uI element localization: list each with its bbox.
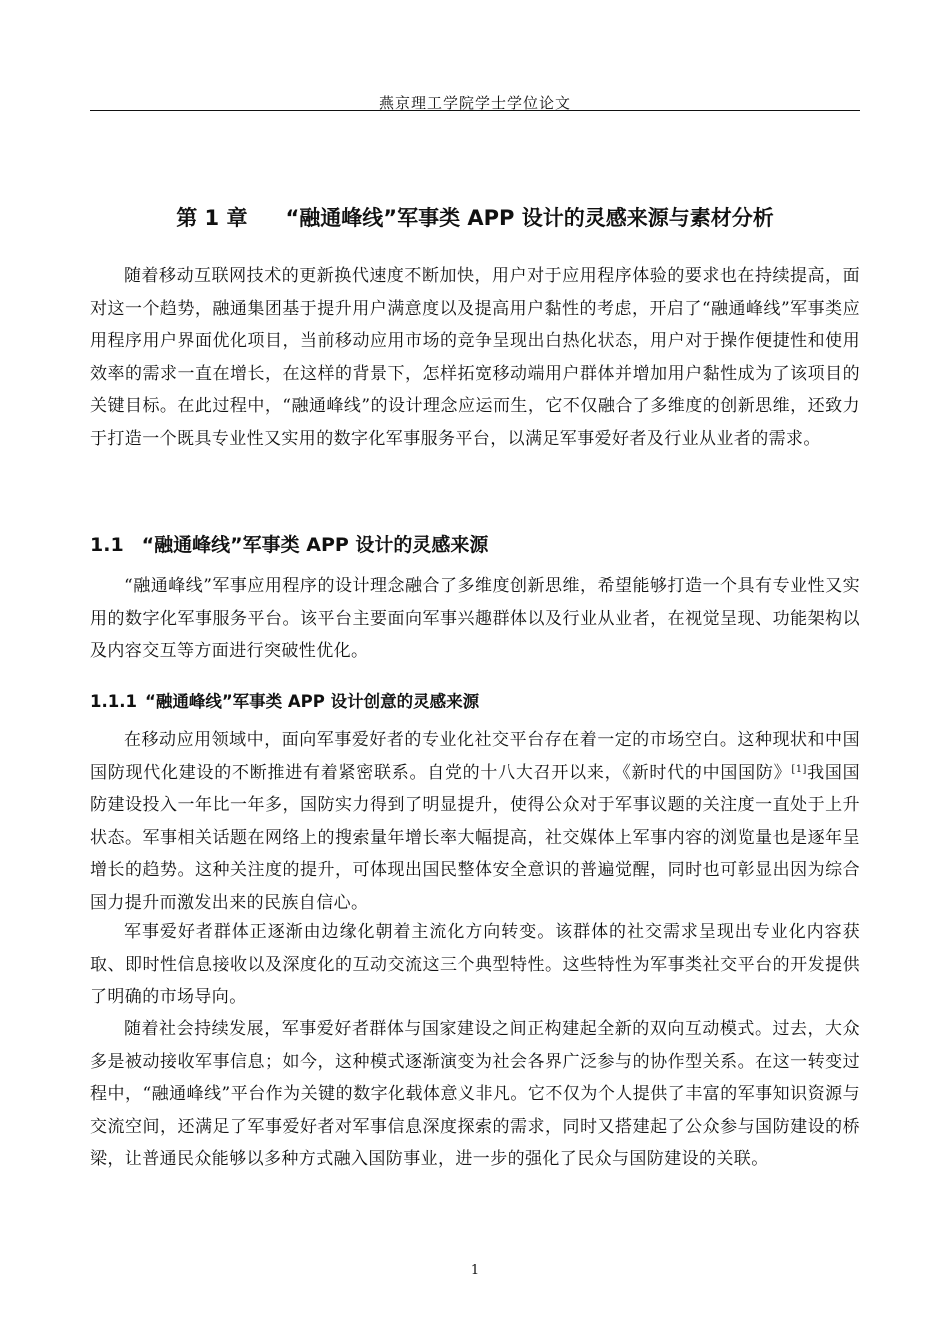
section-heading-1-1-1 — [90, 688, 860, 712]
subsection-paragraph-1 — [90, 724, 860, 919]
citation-reference[interactable]: [1] — [791, 763, 807, 775]
header-rule — [90, 110, 860, 111]
section-number: 1.1 — [90, 534, 124, 556]
subsection-number: 1.1.1 — [90, 692, 137, 711]
paragraph-text: 我国国防建设投入一年比一年多，国防实力得到了明显提升，使得公众对于军事议题的关注度一直处于上升状态。军事相关话题在网络上的搜索量年增长率大幅提高，社交媒体上军事内容的浏览量也是逐年呈增长的趋势。这种关注度的提升，可体现出国民整体安全意识的普遍觉醒，同时也可彰显出因为综合国力提升而激发出来的民族自信心。 — [90, 762, 861, 913]
section-1-1-paragraph: “融通峰线”军事应用程序的设计理念融合了多维度创新思维，希望能够打造一个具有专业性又实用的数字化军事服务平台。该平台主要面向军事兴趣群体以及行业从业者，在视觉呈现、功能架构以及内容交互等方面进行突破性优化。 — [90, 576, 860, 661]
paragraph-text: 在移动应用领域中，面向军事爱好者的专业化社交平台存在着一定的市场空白。这种现状和中国国防现代化建设的不断推进有着紧密联系。自党的十八大召开以来，《新时代的中国国防》 — [90, 730, 860, 783]
intro-paragraph: 随着移动互联网技术的更新换代速度不断加快，用户对于应用程序体验的要求也在持续提高，面对这一个趋势，融通集团基于提升用户满意度以及提高用户黏性的考虑，开启了“融通峰线”军事类应用程序用户界面优化项目，当前移动应用市场的竞争呈现出白热化状态，用户对于操作便捷性和使用效率的需求一直在增长，在这样的背景下，怎样拓宽移动端用户群体并增加用户黏性成为了该项目的关键目标。在此过程中，“融通峰线”的设计理念应运而生，它不仅融合了多维度的创新思维，还致力于打造一个既具专业性又实用的数字化军事服务平台，以满足军事爱好者及行业从业者的需求。 — [90, 266, 860, 449]
chapter-title-text: “融通峰线”军事类 APP 设计的灵感来源与素材分析 — [285, 206, 774, 230]
chapter-number: 第 1 章 — [176, 206, 248, 230]
subsection-title: “融通峰线”军事类 APP 设计创意的灵感来源 — [144, 692, 480, 711]
page-number: 1 — [470, 1263, 480, 1278]
subsection-paragraph-2: 军事爱好者群体正逐渐由边缘化朝着主流化方向转变。该群体的社交需求呈现出专业化内容获取、即时性信息接收以及深度化的互动交流这三个典型特性。这些特性为军事类社交平台的开发提供了明确的市场导向。 — [90, 922, 860, 1007]
chapter-title — [90, 202, 860, 232]
running-header: 燕京理工学院学士学位论文 — [378, 94, 571, 112]
section-title: “融通峰线”军事类 APP 设计的灵感来源 — [141, 534, 489, 556]
section-heading-1-1 — [90, 530, 860, 557]
subsection-paragraph-3: 随着社会持续发展，军事爱好者群体与国家建设之间正构建起全新的双向互动模式。过去，大众多是被动接收军事信息；如今，这种模式逐渐演变为社会各界广泛参与的协作型关系。在这一转变过程中，“融通峰线”平台作为关键的数字化载体意义非凡。它不仅为个人提供了丰富的军事知识资源与交流空间，还满足了军事爱好者对军事信息深度探索的需求，同时又搭建起了公众参与国防建设的桥梁，让普通民众能够以多种方式融入国防事业，进一步的强化了民众与国防建设的关联。 — [90, 1019, 860, 1169]
